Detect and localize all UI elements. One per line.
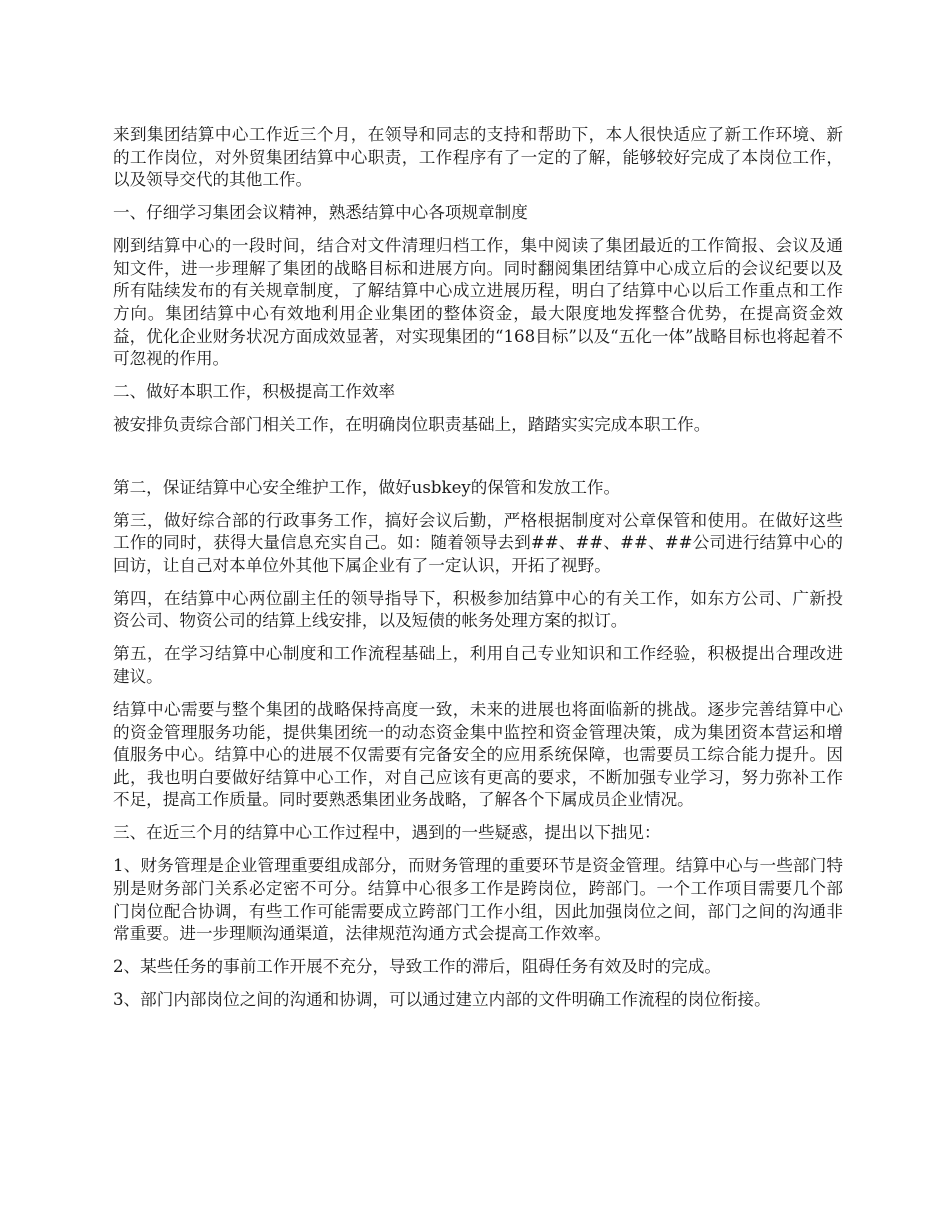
body-paragraph: 被安排负责综合部门相关工作，在明确岗位职责基础上，踏踏实实完成本职工作。 [113,415,711,435]
section-heading-3: 三、在近三个月的结算中心工作过程中，遇到的一些疑惑，提出以下拙见： [113,823,661,843]
list-item-fifth: 第五，在学习结算中心制度和工作流程基础上，利用自己专业知识和工作经验，积极提出合理改进建议。 [113,644,843,687]
numbered-item-1: 1、财务管理是企业管理重要组成部分，而财务管理的重要环节是资金管理。结算中心与一些部门特别是财务部门关系必定密不可分。结算中心很多工作是跨岗位，跨部门。一个工作项目需要几个部门岗位配合协调，有些工作可能需要成立跨部门工作小组，因此加强岗位之间，部门之间的沟通非常重要。进一步理顺沟通渠道，法律规范沟通方式会提高工作效率。 [113,856,843,944]
list-item-fourth: 第四，在结算中心两位副主任的领导指导下，积极参加结算中心的有关工作，如东方公司、广新投资公司、物资公司的结算上线安排，以及短债的帐务处理方案的拟订。 [113,588,843,631]
list-item-third: 第三，做好综合部的行政事务工作，搞好会议后勤，严格根据制度对公章保管和使用。在做好这些工作的同时，获得大量信息充实自己。如：随着领导去到##、##、##、##公司进行结算中心的回访，让自己对本单位外其他下属企业有了一定认识，开拓了视野。 [113,510,843,575]
section-heading-2: 二、做好本职工作，积极提高工作效率 [113,382,396,402]
numbered-item-2: 2、某些任务的事前工作开展不充分，导致工作的滞后，阻碍任务有效及时的完成。 [113,957,721,977]
numbered-item-3: 3、部门内部岗位之间的沟通和协调，可以通过建立内部的文件明确工作流程的岗位衔接。 [113,990,771,1010]
body-paragraph: 结算中心需要与整个集团的战略保持高度一致，未来的进展也将面临新的挑战。逐步完善结算中心的资金管理服务功能，提供集团统一的动态资金集中监控和资金管理决策，成为集团资本营运和增值服务中心。结算中心的进展不仅需要有完备安全的应用系统保障，也需要员工综合能力提升。因此，我也明白要做好结算中心工作，对自己应该有更高的要求，不断加强专业学习，努力弥补工作不足，提高工作质量。同时要熟悉集团业务战略，了解各个下属成员企业情况。 [113,700,843,810]
intro-paragraph: 来到集团结算中心工作近三个月，在领导和同志的支持和帮助下，本人很快适应了新工作环境、新的工作岗位，对外贸集团结算中心职责，工作程序有了一定的了解，能够较好完成了本岗位工作，以及领导交代的其他工作。 [113,125,843,190]
body-paragraph: 刚到结算中心的一段时间，结合对文件清理归档工作，集中阅读了集团最近的工作简报、会议及通知文件，进一步理解了集团的战略目标和进展方向。同时翻阅集团结算中心成立后的会议纪要以及所有陆续发布的有关规章制度，了解结算中心成立进展历程，明白了结算中心以后工作重点和工作方向。集团结算中心有效地利用企业集团的整体资金，最大限度地发挥整合优势，在提高资金效益，优化企业财务状况方面成效显著，对实现集团的“168目标”以及“五化一体”战略目标也将起着不可忽视的作用。 [113,236,843,369]
section-heading-1: 一、仔细学习集团会议精神，熟悉结算中心各项规章制度 [113,203,528,223]
document-body [113,124,843,1022]
list-item-second: 第二，保证结算中心安全维护工作，做好usbkey的保管和发放工作。 [113,477,621,497]
